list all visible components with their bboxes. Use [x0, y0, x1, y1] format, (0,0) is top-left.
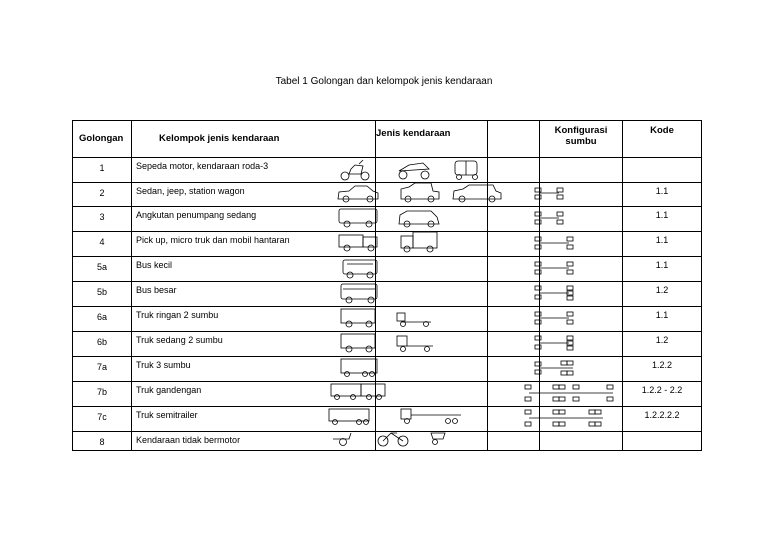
row-kode: 1.2.2 [651, 360, 673, 370]
pedicab-icon [431, 433, 445, 445]
row-kode: 1.1 [655, 260, 669, 270]
minibus-icon [339, 209, 377, 227]
row-kelompok: Truk semitrailer [136, 410, 198, 420]
light-truck-chassis-icon [397, 313, 431, 327]
medium-truck-chassis-icon [397, 336, 433, 352]
row-kelompok: Truk gandengan [136, 385, 202, 395]
row-kode: 1.1 [655, 310, 669, 320]
row-kode: 1.2.2 - 2.2 [641, 385, 683, 395]
row-kelompok: Bus kecil [136, 260, 173, 270]
row-golongan: 2 [99, 188, 105, 198]
row-kode: 1.2.2.2.2 [644, 410, 680, 420]
row-kelompok: Bus besar [136, 285, 177, 295]
row-kelompok: Angkutan penumpang sedang [136, 210, 257, 220]
medium-truck-icon [341, 334, 375, 352]
row-kode: 1.2 [655, 285, 669, 295]
row-kelompok: Truk 3 sumbu [136, 360, 191, 370]
row-kelompok: Sepeda motor, kendaraan roda-3 [136, 161, 269, 171]
row-golongan: 5a [96, 262, 107, 272]
vehicle-class-table [72, 120, 702, 451]
header-konfigurasi: Konfigurasi sumbu [554, 125, 608, 147]
bicycle-icon [378, 433, 408, 446]
delivery-truck-icon [401, 232, 437, 252]
sedan-icon [338, 186, 378, 202]
row-golongan: 3 [99, 212, 105, 222]
row-kode: 1.1 [655, 186, 669, 196]
row-kode: 1.2 [655, 335, 669, 345]
light-truck-icon [341, 309, 375, 327]
row-kode: 1.1 [655, 210, 669, 220]
row-golongan: 8 [99, 437, 105, 447]
row-golongan: 7a [96, 362, 107, 372]
row-golongan: 7c [97, 412, 107, 422]
header-golongan: Golongan [79, 133, 124, 144]
vehicle-illustrations [73, 121, 703, 452]
row-kelompok: Pick up, micro truk dan mobil hantaran [136, 235, 290, 245]
table-title: Tabel 1 Golongan dan kelompok jenis kendaraan [275, 76, 493, 87]
axle-config-icons [525, 188, 613, 426]
header-kode: Kode [650, 125, 674, 136]
row-golongan: 6a [96, 312, 107, 322]
row-kelompok: Kendaraan tidak bermotor [136, 435, 241, 445]
auto-rickshaw-icon [455, 161, 478, 180]
header-kelompok: Kelompok jenis kendaraan [159, 133, 280, 144]
row-golongan: 1 [99, 163, 105, 173]
scooter-icon [399, 163, 429, 179]
row-kelompok: Truk ringan 2 sumbu [136, 310, 219, 320]
cart-icon [333, 433, 351, 446]
row-golongan: 7b [96, 387, 107, 397]
semitrailer-icon [329, 409, 369, 425]
motorcycle-icon [341, 160, 369, 180]
van-icon [399, 211, 439, 227]
small-bus-icon [343, 260, 377, 278]
row-kelompok: Sedan, jeep, station wagon [136, 186, 245, 196]
row-golongan: 4 [99, 237, 105, 247]
row-golongan: 6b [96, 337, 107, 347]
row-golongan: 5b [96, 287, 107, 297]
row-kode: 1.1 [655, 235, 669, 245]
truck-trailer-icon [331, 384, 385, 400]
station-wagon-icon [453, 185, 501, 202]
three-axle-truck-icon [341, 359, 377, 377]
pickup-truck-icon [339, 235, 377, 251]
row-kelompok: Truk sedang 2 sumbu [136, 335, 223, 345]
header-jenis: Jenis kendaraan [376, 128, 451, 139]
jeep-icon [401, 183, 439, 202]
large-bus-icon [341, 284, 377, 303]
semitrailer-flatbed-icon [401, 409, 461, 424]
